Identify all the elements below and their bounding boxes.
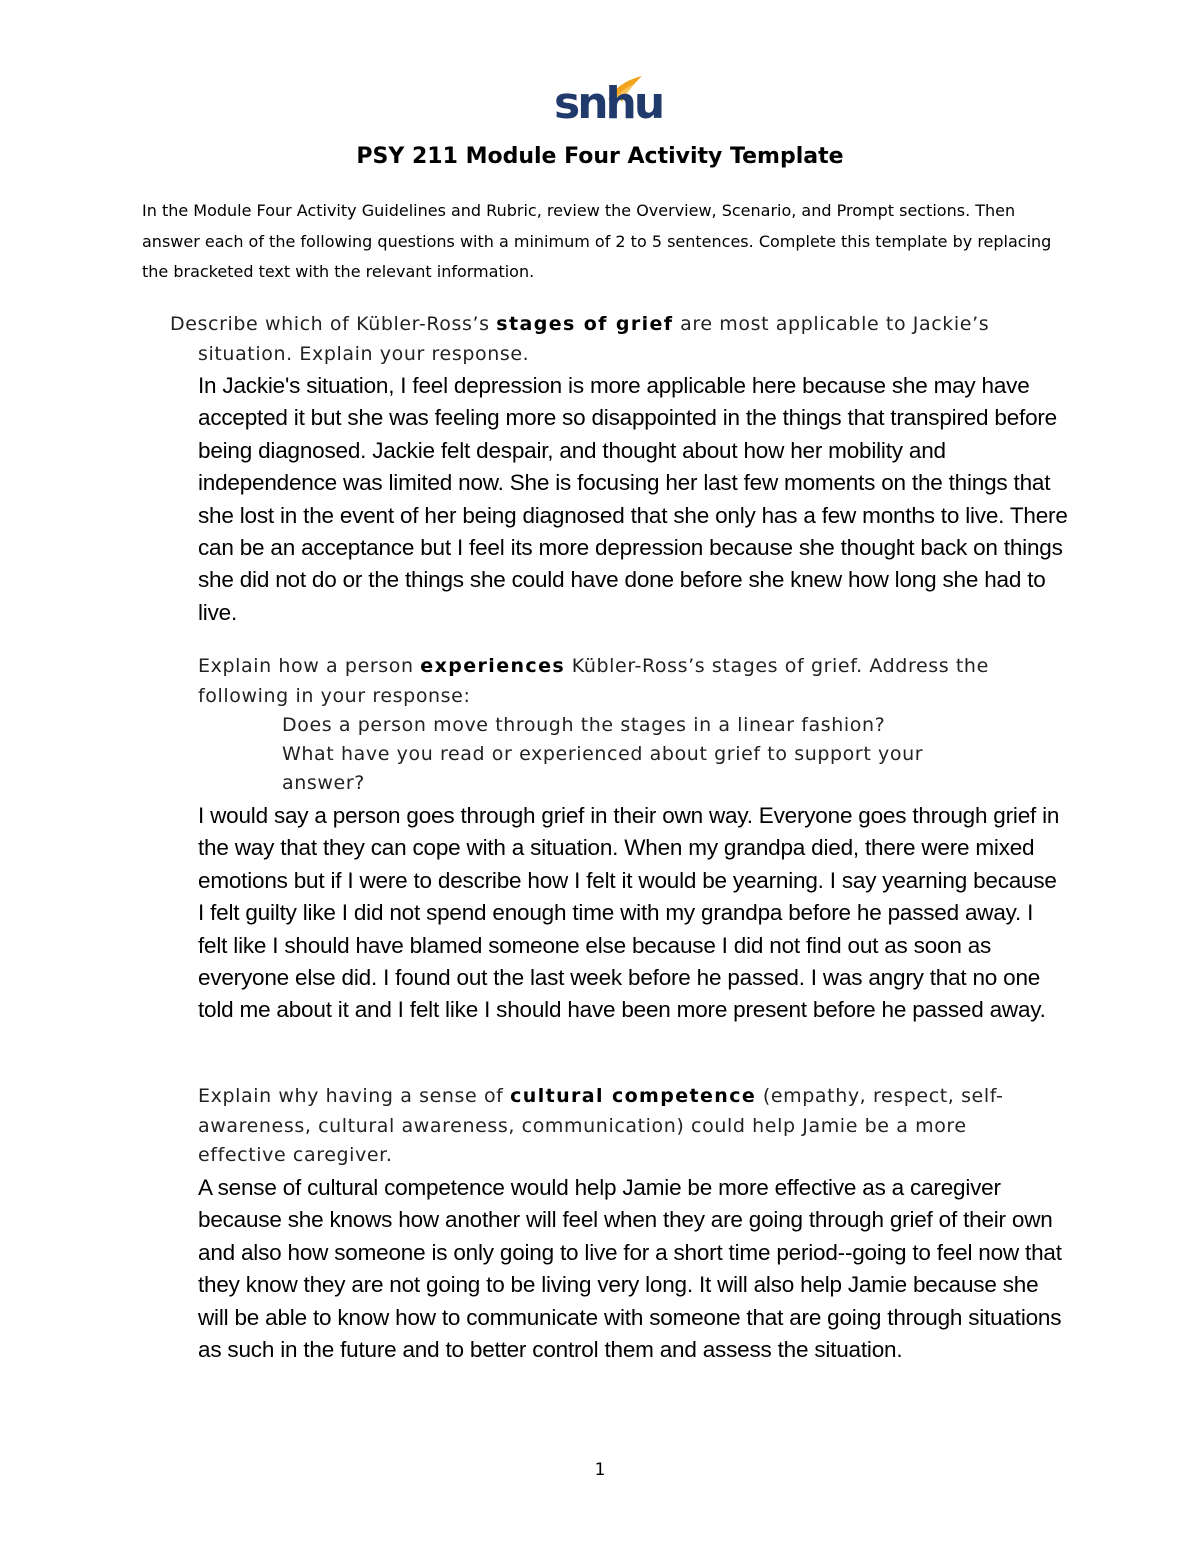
prompt-text: Kübler-Ross’s stages of grief. Address the following in your response:	[198, 655, 989, 707]
question-prompt-3	[198, 1082, 1058, 1171]
answer-2: I would say a person goes through grief in their own way. Everyone goes through grief in the way that they can cope with a situation. When my grandpa died, there were mixed emotions but if I were to describe how I felt it would be yearning. I say yearning because I felt guilty like I did not spend enough time with my grandpa before he passed away. I felt like I should have blamed someone else because I did not find out as soon as everyone else did. I found out the last week before he passed. I was angry that no one told me about it and I felt like I should have been more present before he passed away.	[198, 803, 1060, 1023]
sub-question-1: Does a person move through the stages in a linear fashion?	[282, 714, 886, 736]
prompt-text: are most applicable to Jackie’s situation. Explain your response.	[198, 313, 990, 365]
sub-question-2: What have you read or experienced about grief to support your answer?	[282, 743, 924, 794]
prompt-text: Describe which of Kübler-Ross’s	[170, 313, 497, 335]
page-number: 1	[594, 1460, 606, 1480]
prompt-key-term: cultural competence	[510, 1085, 757, 1107]
answer-3: A sense of cultural competence would help Jamie be more effective as a caregiver because she knows how another will feel when they are going through grief of their own and also how someone is only going to live for a short time period--going to feel now that they know they are not going to be living very long. It will also help Jamie because she will be able to know how to communicate with someone that are going through situations as such in the future and to better control them and assess the situation.	[198, 1175, 1062, 1363]
prompt-key-term: stages of grief	[496, 313, 674, 335]
intro-paragraph: In the Module Four Activity Guidelines and Rubric, review the Overview, Scenario, and Prompt sections. Then answer each of the following questions with a minimum of 2 to 5 sentences. Complete this template by replacing the bracketed text with the relevant information.	[142, 201, 1052, 281]
logo-text: snhu	[554, 78, 663, 129]
prompt-key-term: experiences	[420, 655, 566, 677]
prompt-text: Explain how a person	[198, 655, 421, 677]
answer-1: In Jackie's situation, I feel depression is more applicable here because she may have accepted it but she was feeling more so disappointed in the things that transpired before being diagnosed. Jackie felt despair, and thought about how her mobility and independence was limited now. She is focusing her last few moments on the things that she lost in the event of her being diagnosed that she only has a few months to live. There can be an acceptance but I feel its more depression because she thought back on things she did not do or the things she could have done before she knew how long she had to live.	[198, 373, 1068, 625]
page-title: PSY 211 Module Four Activity Template	[356, 144, 844, 169]
snhu-logo	[552, 70, 663, 134]
prompt-text: (empathy, respect, self-awareness, cultural awareness, communication) could help Jamie be a more effective caregiver.	[198, 1085, 1004, 1166]
question-prompt-2	[198, 652, 1058, 711]
question-prompt-1	[170, 310, 1078, 369]
prompt-text: Explain why having a sense of	[198, 1085, 511, 1107]
